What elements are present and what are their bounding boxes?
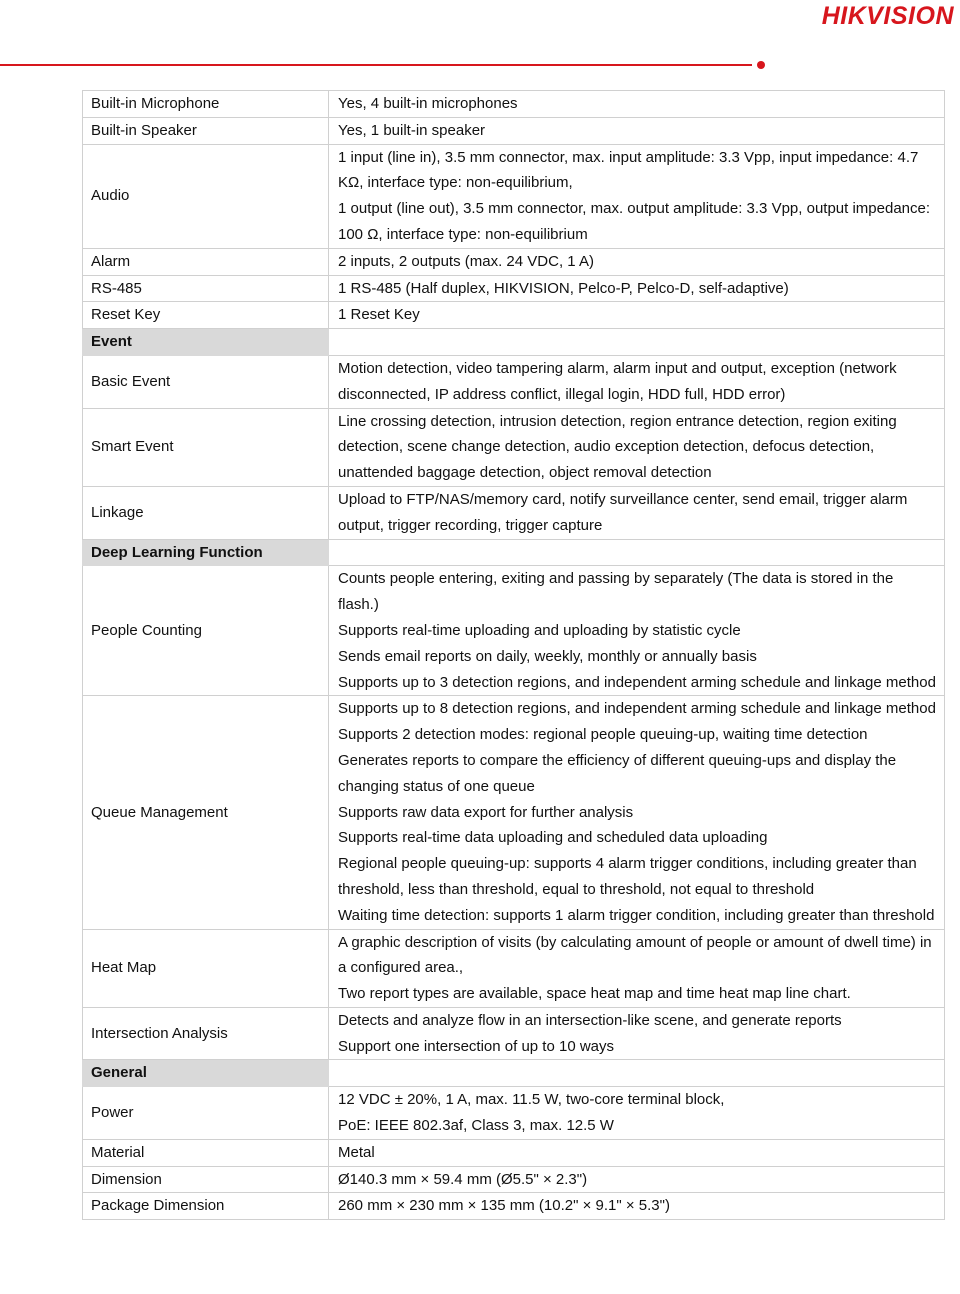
spec-row <box>83 1166 945 1193</box>
spec-row <box>83 696 945 929</box>
section-header-row <box>83 1060 945 1087</box>
spec-label: Reset Key <box>83 302 329 329</box>
spec-value-line: 260 mm × 230 mm × 135 mm (10.2" × 9.1" × 5.3") <box>338 1197 670 1215</box>
spec-value <box>329 248 945 275</box>
spec-label: Dimension <box>83 1166 329 1193</box>
section-blank-cell <box>329 1060 945 1087</box>
spec-value <box>329 408 945 486</box>
spec-value <box>329 1193 945 1220</box>
spec-label: RS-485 <box>83 275 329 302</box>
spec-label: Basic Event <box>83 355 329 408</box>
spec-label: Smart Event <box>83 408 329 486</box>
spec-value-line: 2 inputs, 2 outputs (max. 24 VDC, 1 A) <box>338 252 594 270</box>
spec-value <box>329 144 945 248</box>
spec-value-line: Metal <box>338 1143 375 1161</box>
spec-value-line: PoE: IEEE 802.3af, Class 3, max. 12.5 W <box>338 1117 614 1135</box>
spec-value-line: Supports real-time data uploading and scheduled data uploading <box>338 829 768 847</box>
spec-label: Built-in Microphone <box>83 91 329 118</box>
spec-value <box>329 91 945 118</box>
spec-label: Material <box>83 1139 329 1166</box>
spec-value <box>329 929 945 1007</box>
spec-value <box>329 1166 945 1193</box>
section-blank-cell <box>329 539 945 566</box>
spec-value <box>329 1087 945 1140</box>
spec-row <box>83 248 945 275</box>
spec-row <box>83 566 945 696</box>
spec-value-line: Regional people queuing-up: supports 4 alarm trigger conditions, including greater than threshold, less than threshold, equal to threshold, not equal to threshold <box>338 855 917 898</box>
spec-row <box>83 1087 945 1140</box>
section-title: General <box>83 1060 329 1087</box>
spec-row <box>83 355 945 408</box>
spec-label: Linkage <box>83 486 329 539</box>
spec-value <box>329 696 945 929</box>
spec-row <box>83 1007 945 1060</box>
spec-value-line: Upload to FTP/NAS/memory card, notify surveillance center, send email, trigger alarm output, trigger recording, trigger capture <box>338 490 908 534</box>
spec-row <box>83 1193 945 1220</box>
spec-value-line: A graphic description of visits (by calculating amount of people or amount of dwell time) in a configured area., <box>338 933 932 977</box>
spec-table-body <box>83 91 945 1220</box>
header-rule <box>0 64 752 66</box>
spec-label: People Counting <box>83 566 329 696</box>
spec-value-line: Yes, 4 built-in microphones <box>338 95 518 112</box>
spec-label: Intersection Analysis <box>83 1007 329 1060</box>
spec-value-line: Support one intersection of up to 10 ways <box>338 1037 615 1055</box>
spec-value-line: Supports raw data export for further analysis <box>338 803 634 821</box>
spec-value-line: 1 input (line in), 3.5 mm connector, max. input amplitude: 3.3 Vpp, input impedance: 4.7 KΩ, interface type: non-equilibrium, <box>338 148 919 192</box>
spec-row <box>83 486 945 539</box>
spec-row <box>83 408 945 486</box>
spec-value-line: Yes, 1 built-in speaker <box>338 121 486 139</box>
spec-value-line: Ø140.3 mm × 59.4 mm (Ø5.5" × 2.3") <box>338 1170 588 1188</box>
spec-value <box>329 117 945 144</box>
section-blank-cell <box>329 329 945 356</box>
logo-text: HIKVISION <box>821 2 954 30</box>
spec-value <box>329 1139 945 1166</box>
spec-label: Built-in Speaker <box>83 117 329 144</box>
header-rule-dot <box>757 61 765 69</box>
spec-value-line: Two report types are available, space heat map and time heat map line chart. <box>338 985 851 1003</box>
spec-value-line: Supports real-time uploading and uploading by statistic cycle <box>338 621 741 639</box>
spec-value <box>329 486 945 539</box>
spec-table <box>82 90 945 1220</box>
spec-value-line: Supports up to 3 detection regions, and independent arming schedule and linkage method <box>338 673 936 691</box>
spec-value-line: Counts people entering, exiting and passing by separately (The data is stored in the flash.) <box>338 570 894 614</box>
spec-row <box>83 302 945 329</box>
spec-value-line: Waiting time detection: supports 1 alarm trigger condition, including greater than threshold <box>338 906 935 924</box>
spec-row <box>83 117 945 144</box>
spec-value-line: Line crossing detection, intrusion detection, region entrance detection, region exiting detection, scene change detection, audio exception detection, defocus detection, unattended baggage detection, object removal detection <box>338 412 897 482</box>
section-header-row <box>83 539 945 566</box>
spec-value-line: 12 VDC ± 20%, 1 A, max. 11.5 W, two-core terminal block, <box>338 1091 725 1109</box>
spec-row <box>83 144 945 248</box>
spec-value-line: Supports 2 detection modes: regional people queuing-up, waiting time detection <box>338 726 868 744</box>
spec-value-line: Sends email reports on daily, weekly, monthly or annually basis <box>338 647 757 665</box>
hikvision-logo <box>822 2 954 30</box>
spec-value <box>329 1007 945 1060</box>
spec-label: Heat Map <box>83 929 329 1007</box>
spec-label: Power <box>83 1087 329 1140</box>
spec-label: Alarm <box>83 248 329 275</box>
spec-value-line: Generates reports to compare the efficiency of different queuing-ups and display the changing status of one queue <box>338 751 897 795</box>
spec-row <box>83 275 945 302</box>
spec-value-line: Supports up to 8 detection regions, and independent arming schedule and linkage method <box>338 700 936 718</box>
spec-label: Audio <box>83 144 329 248</box>
spec-label: Queue Management <box>83 696 329 929</box>
section-title: Deep Learning Function <box>83 539 329 566</box>
section-title: Event <box>83 329 329 356</box>
spec-row <box>83 1139 945 1166</box>
spec-value-line: Motion detection, video tampering alarm, alarm input and output, exception (network disconnected, IP address conflict, illegal login, HDD full, HDD error) <box>338 359 897 403</box>
spec-value-line: 1 Reset Key <box>338 306 420 324</box>
spec-value <box>329 275 945 302</box>
spec-value-line: 1 output (line out), 3.5 mm connector, max. output amplitude: 3.3 Vpp, output impedance: 100 Ω, interface type: non-equilibrium <box>338 200 931 243</box>
section-header-row <box>83 329 945 356</box>
spec-row <box>83 91 945 118</box>
spec-value <box>329 566 945 696</box>
spec-value <box>329 302 945 329</box>
spec-value <box>329 355 945 408</box>
spec-value-line: Detects and analyze flow in an intersection-like scene, and generate reports <box>338 1011 842 1029</box>
spec-row <box>83 929 945 1007</box>
spec-label: Package Dimension <box>83 1193 329 1220</box>
spec-value-line: 1 RS-485 (Half duplex, HIKVISION, Pelco-P, Pelco-D, self-adaptive) <box>338 279 789 297</box>
